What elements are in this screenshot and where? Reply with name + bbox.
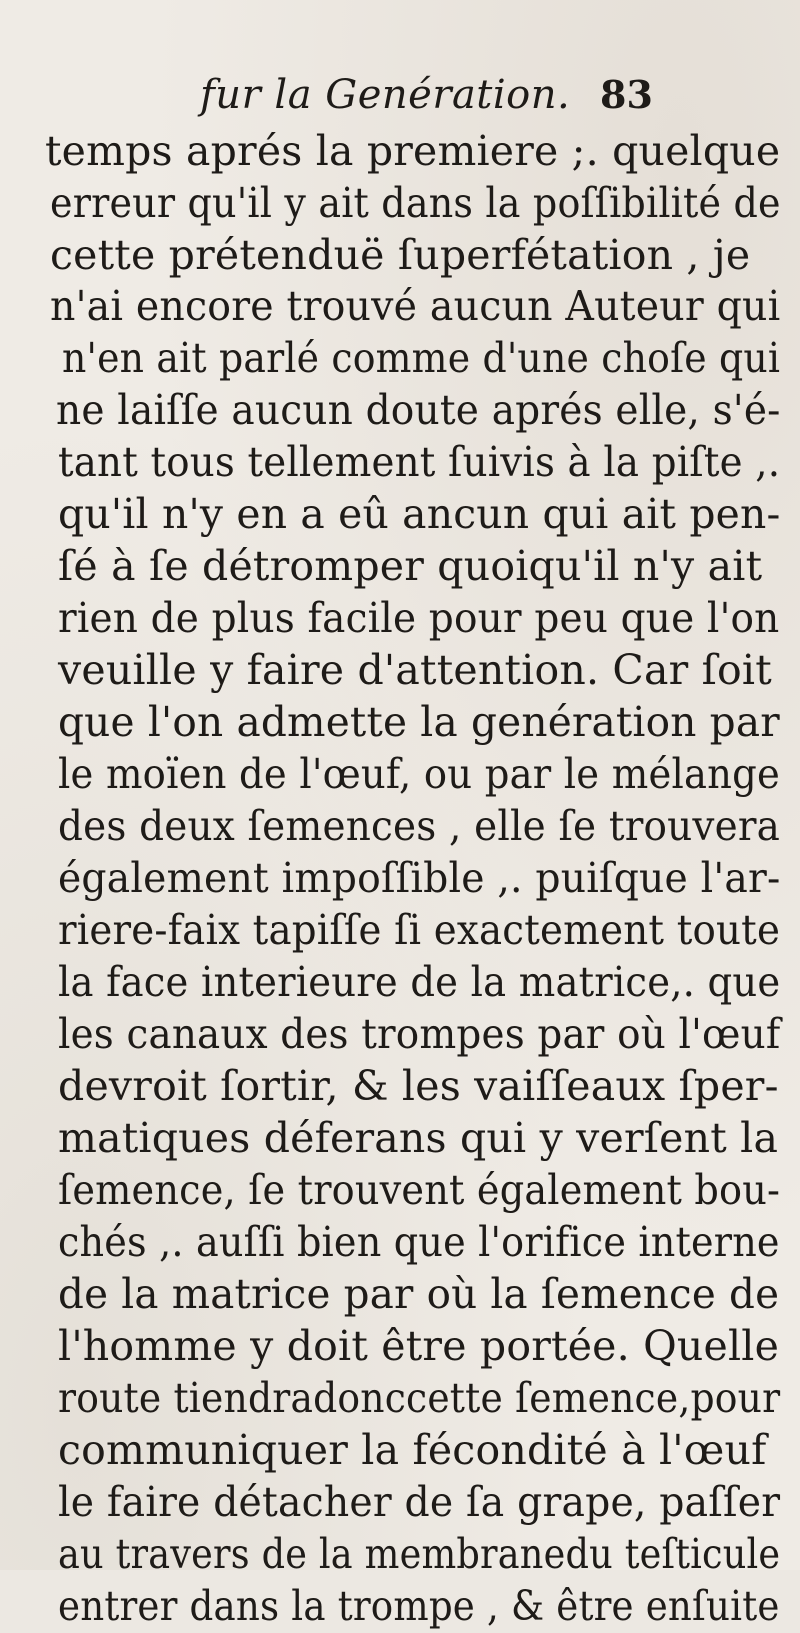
text-line: des deux ſemences , elle ſe trouvera [58,802,781,850]
text-line: les canaux des trompes par où l'œuf [58,1010,781,1058]
text-line: qu'il n'y en a eû ancun qui ait pen- [58,490,781,538]
text-line: de la matrice par où la ſemence de [58,1270,780,1318]
text-line: entrer dans la trompe , & être enſuite [58,1582,780,1630]
text-line: matiques déferans qui y verſent la [58,1114,779,1162]
running-head [0,70,800,120]
text-line: chés ,. auſſi bien que l'orifice interne [58,1218,780,1266]
text-line: riere-faix tapiſſe ſi exactement toute [58,906,781,954]
text-line: le moïen de l'œuf, ou par le mélange [58,750,781,798]
text-line: cette prétenduë ſuperfétation , je [50,231,751,279]
text-line: le faire détacher de ſa grape, paſſer [58,1478,781,1526]
text-line: n'ai encore trouvé aucun Auteur qui [50,282,781,330]
text-line: communiquer la fécondité à l'œuf [58,1426,767,1474]
running-title: fur la Genération. [200,72,571,118]
text-line: tant tous tellement ſuivis à la piſte ,. [58,438,781,486]
text-line: que l'on admette la genération par [58,698,780,746]
text-line: ſé à ſe détromper quoiqu'il n'y ait [58,542,763,590]
text-line: ſemence, ſe trouvent également bou- [58,1166,781,1214]
text-line: au travers de la membranedu teſticule [58,1530,781,1578]
text-line: également impoſſible ,. puiſque l'ar- [58,854,781,902]
text-line: ne laiſſe aucun doute aprés elle, s'é- [56,386,781,434]
text-line: n'en ait parlé comme d'une choſe qui [62,334,781,382]
text-line: erreur qu'il y ait dans la poſſibilité de [50,179,781,227]
page-number: 83 [600,72,653,117]
text-line: veuille y faire d'attention. Car ſoit [58,646,772,694]
text-line: devroit ſortir, & les vaiſſeaux ſper- [58,1062,779,1110]
text-line: l'homme y doit être portée. Quelle [58,1322,780,1370]
text-line: rien de plus facile pour peu que l'on [58,594,780,642]
text-line: route tiendradonccette ſemence,pour [58,1374,781,1422]
text-line: temps aprés la premiere ;. quelque [45,127,781,175]
text-line: la face interieure de la matrice,. que [58,958,781,1006]
